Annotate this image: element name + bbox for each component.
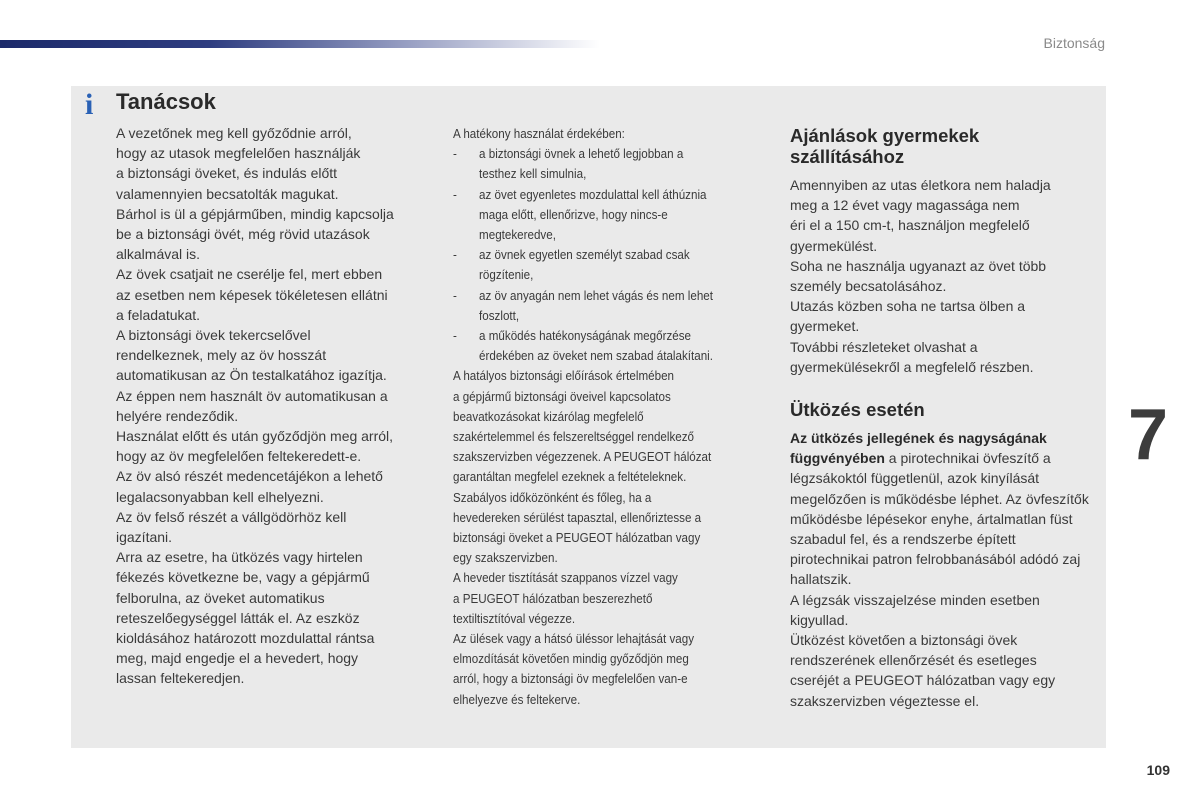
column-left <box>116 123 436 689</box>
text-line: szakszervizben végezzenek. A PEUGEOT hálózat <box>453 450 712 465</box>
text-line: az övet egyenletes mozdulattal kell áthúznia <box>479 187 707 202</box>
text-line: meg a 12 évet vagy magassága nem <box>790 197 1020 214</box>
text-line: Szabályos időközönként és főleg, ha a <box>453 490 652 505</box>
text-line: éri el a 150 cm-t, használjon megfelelő <box>790 217 1030 234</box>
text-line: rendelkeznek, mely az öv hosszát <box>116 347 327 364</box>
text-line: helyére rendeződik. <box>116 407 239 424</box>
text-line: rendszerének ellenőrzését és esetleges <box>790 652 1037 669</box>
text-line: Az ülések vagy a hátsó üléssor lehajtását vagy <box>453 632 695 647</box>
text-line: az esetben nem képesek tökéletesen ellátni <box>116 286 388 303</box>
text-line: a biztonsági övnek a lehető legjobban a <box>479 147 684 162</box>
usage-list <box>453 144 751 366</box>
text-line: szállításához <box>790 146 905 167</box>
paragraph <box>453 629 751 710</box>
text-line: valamennyien becsatolták magukat. <box>116 185 339 202</box>
paragraph <box>790 175 1090 256</box>
list-item <box>453 144 751 184</box>
text-line: lassan feltekeredjen. <box>116 670 245 687</box>
text-line: hogy az utasok megfelelően használják <box>116 145 361 162</box>
bullet-dash: - <box>453 248 457 263</box>
paragraph <box>116 466 436 506</box>
text-line: szakértelemmel és felszereltséggel rendelkező <box>453 430 695 445</box>
text-line: beavatkozásokat kizárólag megfelelő <box>453 409 644 424</box>
paragraph <box>790 256 1090 296</box>
text-line: a feladatukat. <box>116 306 201 323</box>
text-line: szakszervizben végeztesse el. <box>790 692 980 709</box>
text-line: biztonsági öveket a PEUGEOT hálózatban vagy <box>453 531 701 546</box>
header-gradient-bar <box>0 40 600 48</box>
text-line: maga előtt, ellenőrizve, hogy nincs-e <box>479 207 668 222</box>
paragraph <box>790 337 1090 377</box>
text-line: A vezetőnek meg kell győződnie arról, <box>116 125 352 141</box>
text-line: egy szakszervizben. <box>453 551 558 566</box>
text-line: hevedereken sérülést tapasztal, ellenőriztesse a <box>453 510 702 525</box>
text-line: foszlott, <box>479 308 520 323</box>
text-line: Bárhol is ül a gépjárműben, mindig kapcsolja <box>116 205 394 222</box>
page-number: 109 <box>1146 762 1170 778</box>
text-line: Az öv felső részét a vállgödörhöz kell <box>116 508 347 525</box>
text-line: elhelyezve és feltekerve. <box>453 692 581 707</box>
paragraph <box>790 590 1090 630</box>
bullet-dash: - <box>453 329 457 344</box>
text-line: testhez kell simulnia, <box>479 167 587 182</box>
text-line: be a biztonsági övét, még rövid utazások <box>116 226 370 243</box>
paragraph <box>453 568 751 629</box>
bullet-dash: - <box>453 288 457 303</box>
text-line: Utazás közben soha ne tartsa ölben a <box>790 298 1026 315</box>
text-line: felborulna, az öveket automatikus <box>116 589 325 606</box>
text-line: igazítani. <box>116 529 173 546</box>
chapter-number: 7 <box>1128 395 1169 475</box>
text-line: reteszelőegységgel látták el. Az eszköz <box>116 609 360 626</box>
crash-text: a pirotechnikai övfeszítő a légzsákoktól függetlenül, azok kinyílását megelőzően is működésbe léphet. Az övfeszítők működésbe lépésekor enyhe, ártalmatlan füst szabadul fel, és a rendszerbe épített pirotechnikai patron felrobbanásából adódó zaj hallatszik. <box>790 450 1089 588</box>
text-line: A hatályos biztonsági előírások értelmében <box>453 369 675 384</box>
bullet-dash: - <box>453 187 457 202</box>
bullet-dash: - <box>453 147 457 162</box>
text-line: garantáltan megfelel ezeknek a feltételeknek. <box>453 470 687 485</box>
panel-title: Tanácsok <box>116 89 216 114</box>
text-line: arról, hogy a biztonsági öv megfelelően van-e <box>453 672 688 687</box>
text-line: automatikusan az Ön testalkatához igazítja. <box>116 367 387 384</box>
text-line: Használat előtt és után győződjön meg arról, <box>116 428 394 445</box>
text-line: cseréjét a PEUGEOT hálózatban vagy egy <box>790 672 1056 689</box>
text-line: Az övek csatjait ne cserélje fel, mert ebben <box>116 266 383 283</box>
text-line: kigyullad. <box>790 611 849 628</box>
text-line: Amennyiben az utas életkora nem haladja <box>790 177 1051 193</box>
children-heading <box>790 125 1090 167</box>
paragraph <box>116 325 436 426</box>
paragraph <box>790 630 1090 711</box>
paragraph <box>116 204 436 265</box>
text-line: A biztonsági övek tekercselővel <box>116 327 311 344</box>
paragraph <box>453 366 751 487</box>
text-line: a gépjármű biztonsági öveivel kapcsolatos <box>453 389 671 404</box>
text-line: legalacsonyabban kell elhelyezni. <box>116 488 324 505</box>
text-line: Soha ne használja ugyanazt az övet több <box>790 257 1047 274</box>
list-item <box>453 286 751 326</box>
text-line: További részleteket olvashat a <box>790 338 978 355</box>
text-line: megtekeredve, <box>479 228 556 243</box>
text-line: rögzítenie, <box>479 268 534 283</box>
text-line: gyermekülésekről a megfelelő részben. <box>790 358 1034 375</box>
text-line: Ütközést követően a biztonsági övek <box>790 632 1018 649</box>
text-line: Ajánlások gyermekek <box>790 125 980 146</box>
text-line: személy becsatolásához. <box>790 278 947 295</box>
text-line: a PEUGEOT hálózatban beszerezhető <box>453 591 653 606</box>
text-line: Az éppen nem használt öv automatikusan a <box>116 387 388 404</box>
list-item <box>453 326 751 366</box>
text-line: gyermeket. <box>790 318 860 335</box>
list-item <box>453 185 751 246</box>
paragraph <box>116 426 436 466</box>
text-line: Az öv alsó részét medencetájékon a lehető <box>116 468 383 485</box>
text-line: hogy az öv megfelelően feltekeredett-e. <box>116 448 362 465</box>
text-line: A légzsák visszajelzése minden esetben <box>790 591 1040 608</box>
paragraph <box>790 296 1090 336</box>
text-line: fékezés következne be, vagy a gépjármű <box>116 569 370 586</box>
list-item <box>453 245 751 285</box>
crash-heading: Ütközés esetén <box>790 399 925 421</box>
text-line: meg, majd engedje el a hevedert, hogy <box>116 650 359 667</box>
column-right <box>790 123 1090 711</box>
text-line: kioldásához határozott mozdulattal rántsa <box>116 630 375 647</box>
text-line: a működés hatékonyságának megőrzése <box>479 329 692 344</box>
crash-bold-text: Az ütközés jellegének és nagyságának függvényében <box>790 430 1047 467</box>
text-line: gyermekülést. <box>790 237 878 254</box>
paragraph <box>116 507 436 547</box>
text-line: érdekében az öveket nem szabad átalakítani. <box>479 349 713 364</box>
text-line: alkalmával is. <box>116 246 201 263</box>
paragraph <box>116 264 436 325</box>
text-line: A heveder tisztítását szappanos vízzel vagy <box>453 571 678 586</box>
paragraph <box>116 123 436 204</box>
info-icon: i <box>85 88 94 121</box>
text-line: textiltisztítóval végezze. <box>453 611 576 626</box>
column-middle <box>453 124 751 710</box>
paragraph <box>453 488 751 569</box>
text-line: elmozdítását követően mindig győződjön meg <box>453 652 689 667</box>
crash-intro-paragraph <box>790 428 1090 590</box>
text-line: a biztonsági öveket, és indulás előtt <box>116 165 338 182</box>
text-line: az övnek egyetlen személyt szabad csak <box>479 248 690 263</box>
paragraph <box>116 547 436 688</box>
text-line: Arra az esetre, ha ütközés vagy hirtelen <box>116 549 363 566</box>
intro-text: A hatékony használat érdekében: <box>453 127 625 141</box>
text-line: az öv anyagán nem lehet vágás és nem lehet <box>479 288 713 303</box>
section-title: Biztonság <box>1043 35 1105 51</box>
